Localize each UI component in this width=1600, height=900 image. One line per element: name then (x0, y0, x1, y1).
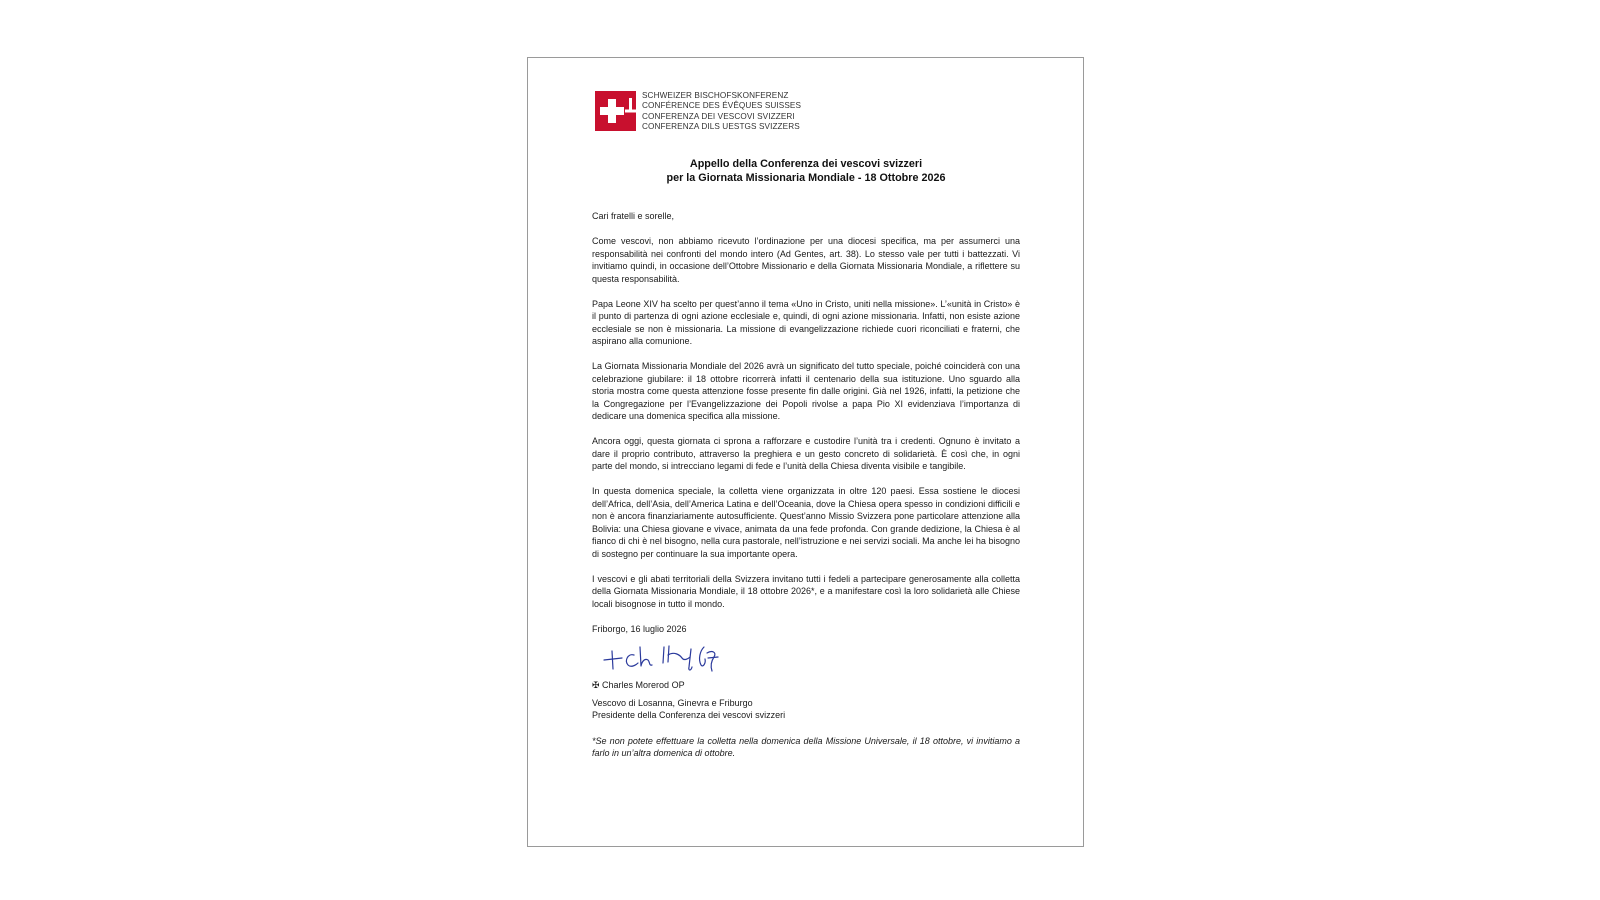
paragraph-3: La Giornata Missionaria Mondiale del 2026 avrà un significato del tutto speciale, poiché coinciderà con una celebrazione giubilare: il 18 ottobre ricorrerà infatti il centenario della sua istituzione. Uno sguardo alla storia mostra come questa attenzione fosse presente fin dalle origini. Già nel 1926, infatti, la petizione che la Congregazione per l’Evangelizzazione dei Popoli rivolse a papa Pio XI evidenziava l’importanza di dedicare una domenica specifica alla missione. (592, 361, 1020, 421)
paragraph-6: I vescovi e gli abati territoriali della Svizzera invitano tutti i fedeli a partecipare generosamente alla colletta della Giornata Missionaria Mondiale, il 18 ottobre 2026*, e a manifestare così la loro solidarietà alle Chiese locali bisognose in tutto il mondo. (592, 573, 1020, 609)
letterhead-line-fr: CONFÉRENCE DES ÉVÊQUES SUISSES (642, 101, 802, 111)
footnote: *Se non potete effettuare la colletta nella domenica della Missione Universale, il 18 ottobre, vi invitiamo a farlo in un’altra domenica di ottobre. (592, 735, 1020, 758)
title-line-2: per la Giornata Missionaria Mondiale - 18 Ottobre 2026 (666, 172, 946, 184)
swiss-cross-logo-icon (595, 91, 636, 131)
signer-roles (592, 697, 1020, 722)
paragraph-5: In questa domenica speciale, la colletta viene organizzata in oltre 120 paesi. Essa sostiene le diocesi dell’Africa, dell’Asia, dell’America Latina e dell’Oceania, dove la Chiesa opera spesso in condizioni difficili e non è ancora finanziariamente autosufficiente. Quest’anno Missio Svizzera pone particolare attenzione alla Bolivia: una Chiesa giovane e vivace, animata da una fede profonda. Con grande dedizione, la Chiesa è al fianco di chi è nel bisogno, nella cura pastorale, nell’istruzione e nei servizi sociali. Ma anche lei ha bisogno di sostegno per continuare la sua importante opera. (592, 486, 1020, 559)
letter-title (592, 157, 1020, 185)
letterhead-text (642, 91, 801, 132)
signer-role-2: Presidente della Conferenza dei vescovi svizzeri (592, 710, 786, 720)
letter-body (592, 210, 1020, 635)
letterhead-line-de: SCHWEIZER BISCHOFSKONFERENZ (642, 91, 789, 100)
letterhead-line-rm: CONFERENZA DILS UESTGS SVIZZERS (642, 121, 800, 131)
place-date: Friborgo, 16 luglio 2026 (592, 623, 687, 634)
salutation: Cari fratelli e sorelle, (592, 211, 675, 221)
signature-area (592, 639, 1020, 679)
paragraph-1: Come vescovi, non abbiamo ricevuto l’ordinazione per una diocesi specifica, ma per assumerci una responsabilità nei confronti del mondo intero (Ad Gentes, art. 38). Lo stesso vale per tutti i battezzati. Vi invitiamo quindi, in occasione dell’Ottobre Missionario e della Giornata Missionaria Mondiale, a riflettere su questa responsabilità. (592, 236, 1020, 284)
title-line-1: Appello della Conferenza dei vescovi svizzeri (689, 158, 923, 170)
letterhead-logo (592, 91, 1020, 131)
signer-name: ✠ Charles Morerod OP (592, 680, 685, 690)
letter-content (592, 91, 1020, 760)
letter-page (527, 57, 1084, 847)
paragraph-2: Papa Leone XIV ha scelto per quest’anno il tema «Uno in Cristo, uniti nella missione». L’«unità in Cristo» è il punto di partenza di ogni azione ecclesiale e, quindi, di ogni azione missionaria. Infatti, non esiste azione ecclesiale se non è missionaria. La missione di evangelizzazione richiede cuori riconciliati e fraterni, che aspirano alla comunione. (592, 298, 1020, 346)
signer-role-1: Vescovo di Losanna, Ginevra e Friburgo (592, 697, 753, 708)
paragraph-4: Ancora oggi, questa giornata ci sprona a rafforzare e custodire l’unità tra i credenti. Ognuno è invitato a dare il proprio contributo, attraverso la preghiera e un gesto concreto di solidarietà. È così che, in ogni parte del mondo, si intrecciano legami di fede e l’unità della Chiesa diventa visibile e tangibile. (592, 436, 1020, 471)
handwritten-signature-icon (600, 641, 730, 675)
letterhead-line-it: CONFERENZA DEI VESCOVI SVIZZERI (642, 111, 795, 121)
